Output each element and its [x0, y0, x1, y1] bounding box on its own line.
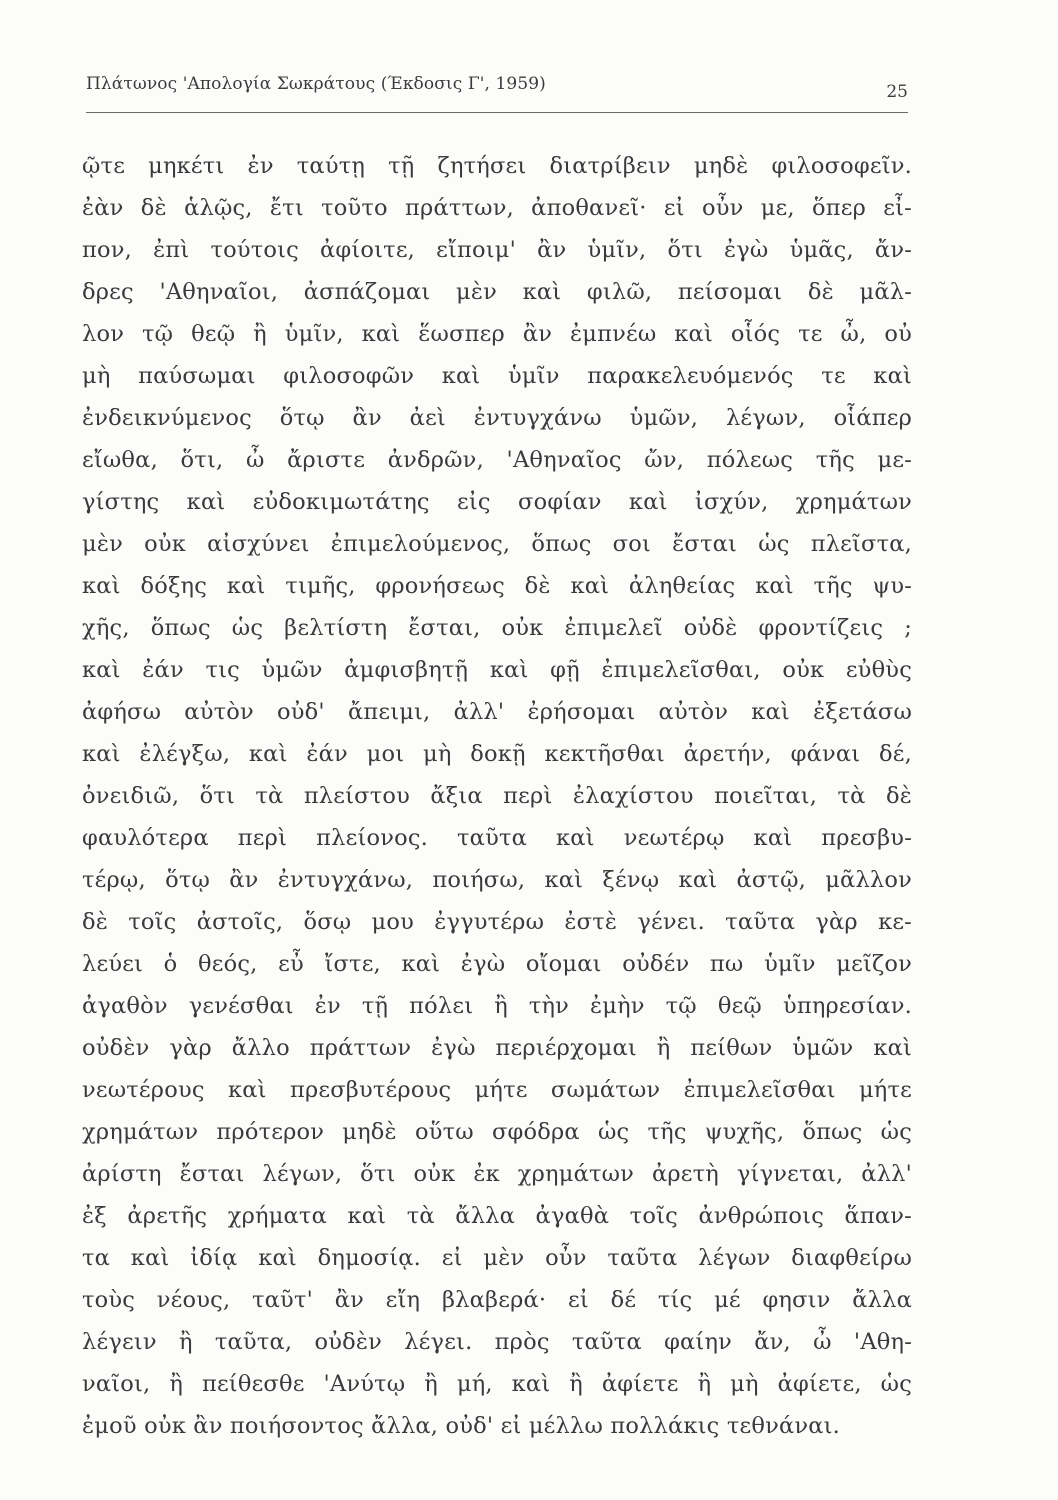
text-line: μὲν οὐκ αἰσχύνει ἐπιμελούμενος, ὅπως σοι ἔσται ὡς πλεῖστα,	[82, 531, 912, 557]
text-line: χῆς, ὅπως ὡς βελτίστη ἔσται, οὐκ ἐπιμελεῖ οὐδὲ φροντίζεις ;	[82, 615, 912, 641]
text-line: εἴωθα, ὅτι, ὦ ἄριστε ἀνδρῶν, 'Αθηναῖος ὤν, πόλεως τῆς με-	[82, 447, 912, 473]
text-line: ἐὰν δὲ ἁλῷς, ἔτι τοῦτο πράττων, ἀποθανεῖ· εἰ οὖν με, ὅπερ εἶ-	[82, 195, 912, 221]
text-line: καὶ ἐάν τις ὑμῶν ἀμφισβητῇ καὶ φῇ ἐπιμελεῖσθαι, οὐκ εὐθὺς	[82, 657, 912, 683]
text-line: ναῖοι, ἢ πείθεσθε 'Ανύτῳ ἢ μή, καὶ ἢ ἀφίετε ἢ μὴ ἀφίετε, ὡς	[82, 1371, 912, 1397]
text-line: ἀρίστη ἔσται λέγων, ὅτι οὐκ ἐκ χρημάτων ἀρετὴ γίγνεται, ἀλλ'	[82, 1161, 912, 1187]
text-line: νεωτέρους καὶ πρεσβυτέρους μήτε σωμάτων ἐπιμελεῖσθαι μήτε	[82, 1077, 912, 1103]
running-title: Πλάτωνος 'Απολογία Σωκράτους (Έκδοσις Γ', 1959)	[86, 74, 546, 94]
text-line: ἀγαθὸν γενέσθαι ἐν τῇ πόλει ἢ τὴν ἐμὴν τῷ θεῷ ὑπηρεσίαν.	[82, 993, 912, 1019]
text-line: τα καὶ ἰδίᾳ καὶ δημοσίᾳ. εἰ μὲν οὖν ταῦτα λέγων διαφθείρω	[82, 1245, 912, 1271]
text-line: χρημάτων πρότερον μηδὲ οὕτω σφόδρα ὡς τῆς ψυχῆς, ὅπως ὡς	[82, 1119, 912, 1145]
text-line: ῷτε μηκέτι ἐν ταύτῃ τῇ ζητήσει διατρίβειν μηδὲ φιλοσοφεῖν.	[82, 153, 912, 179]
text-line: μὴ παύσωμαι φιλοσοφῶν καὶ ὑμῖν παρακελευόμενός τε καὶ	[82, 363, 912, 389]
text-line: οὐδὲν γὰρ ἄλλο πράττων ἐγὼ περιέρχομαι ἢ πείθων ὑμῶν καὶ	[82, 1035, 912, 1061]
page-number: 25	[886, 82, 908, 102]
text-line: λον τῷ θεῷ ἢ ὑμῖν, καὶ ἕωσπερ ἂν ἐμπνέω καὶ οἷός τε ὦ, οὐ	[82, 321, 912, 347]
text-line: πον, ἐπὶ τούτοις ἀφίοιτε, εἴποιμ' ἂν ὑμῖν, ὅτι ἐγὼ ὑμᾶς, ἄν-	[82, 237, 912, 263]
text-line: ἐξ ἀρετῆς χρήματα καὶ τὰ ἄλλα ἀγαθὰ τοῖς ἀνθρώποις ἅπαν-	[82, 1203, 912, 1229]
text-line: φαυλότερα περὶ πλείονος. ταῦτα καὶ νεωτέρῳ καὶ πρεσβυ-	[82, 825, 912, 851]
text-line: ὀνειδιῶ, ὅτι τὰ πλείστου ἄξια περὶ ἐλαχίστου ποιεῖται, τὰ δὲ	[82, 783, 912, 809]
text-line: ἀφήσω αὐτὸν οὐδ' ἄπειμι, ἀλλ' ἐρήσομαι αὐτὸν καὶ ἐξετάσω	[82, 699, 912, 725]
text-line: λέγειν ἢ ταῦτα, οὐδὲν λέγει. πρὸς ταῦτα φαίην ἄν, ὦ 'Αθη-	[82, 1329, 912, 1355]
body-text	[82, 145, 912, 1447]
text-line: δρες 'Αθηναῖοι, ἀσπάζομαι μὲν καὶ φιλῶ, πείσομαι δὲ μᾶλ-	[82, 279, 912, 305]
text-line: δὲ τοῖς ἀστοῖς, ὅσῳ μου ἐγγυτέρω ἐστὲ γένει. ταῦτα γὰρ κε-	[82, 909, 912, 935]
text-line: ἐμοῦ οὐκ ἂν ποιήσοντος ἄλλα, οὐδ' εἰ μέλλω πολλάκις τεθνάναι.	[82, 1413, 841, 1439]
text-line: καὶ δόξης καὶ τιμῆς, φρονήσεως δὲ καὶ ἀληθείας καὶ τῆς ψυ-	[82, 573, 912, 599]
page-header	[86, 74, 908, 114]
text-line: ἐνδεικνύμενος ὅτῳ ἂν ἀεὶ ἐντυγχάνω ὑμῶν, λέγων, οἷάπερ	[82, 405, 912, 431]
text-line: καὶ ἐλέγξω, καὶ ἐάν μοι μὴ δοκῇ κεκτῆσθαι ἀρετήν, φάναι δέ,	[82, 741, 912, 767]
text-line: λεύει ὁ θεός, εὖ ἴστε, καὶ ἐγὼ οἴομαι οὐδέν πω ὑμῖν μεῖζον	[82, 951, 912, 977]
text-line: τοὺς νέους, ταῦτ' ἂν εἴη βλαβερά· εἰ δέ τίς μέ φησιν ἄλλα	[82, 1287, 912, 1313]
text-line: γίστης καὶ εὐδοκιμωτάτης εἰς σοφίαν καὶ ἰσχύν, χρημάτων	[82, 489, 912, 515]
text-line: τέρῳ, ὅτῳ ἂν ἐντυγχάνω, ποιήσω, καὶ ξένῳ καὶ ἀστῷ, μᾶλλον	[82, 867, 912, 893]
header-rule	[86, 112, 908, 113]
